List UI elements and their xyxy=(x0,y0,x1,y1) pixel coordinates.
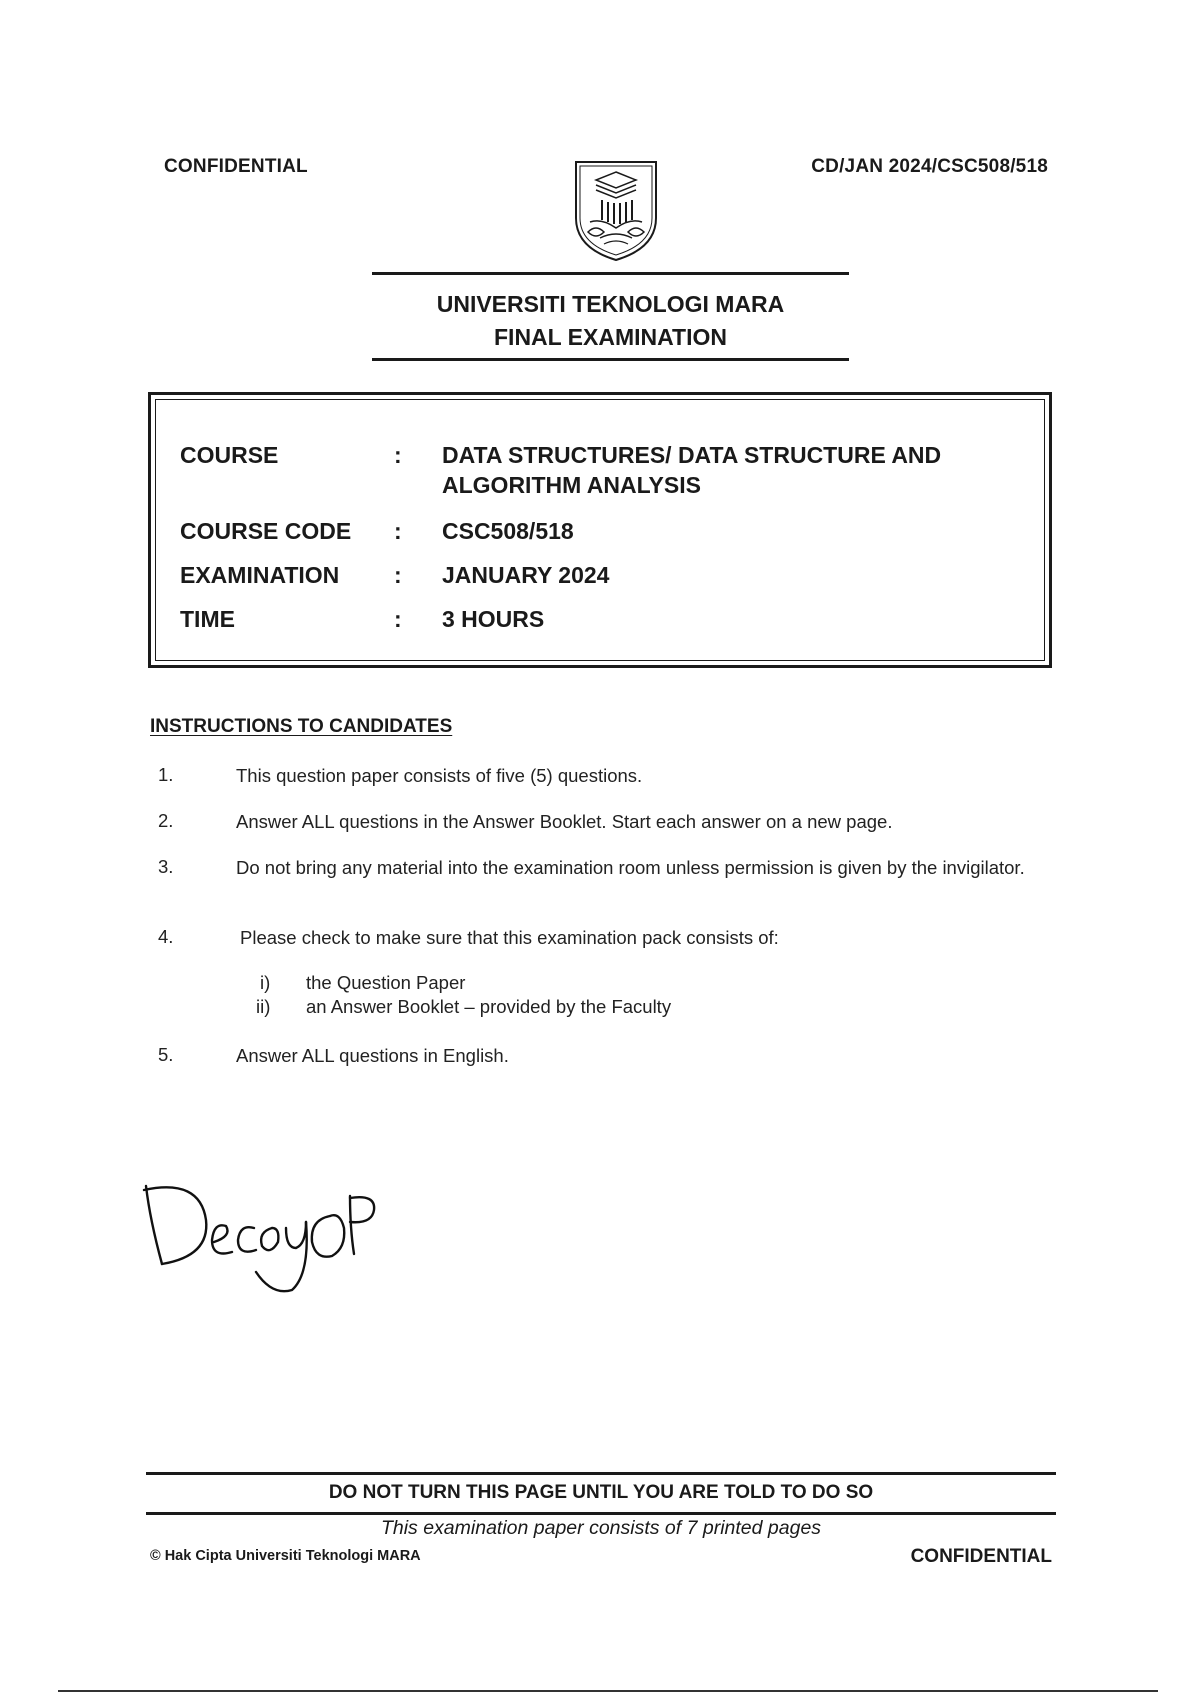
instructions-heading: INSTRUCTIONS TO CANDIDATES xyxy=(150,716,453,737)
pack-content-numeral: ii) xyxy=(256,996,271,1017)
footer-rule-top xyxy=(146,1472,1056,1475)
instruction-text: Please check to make sure that this examination pack consists of: xyxy=(240,927,779,948)
classification-label-top: CONFIDENTIAL xyxy=(164,156,308,177)
do-not-turn-warning: DO NOT TURN THIS PAGE UNTIL YOU ARE TOLD TO DO SO xyxy=(328,1482,874,1503)
paper-code: CD/JAN 2024/CSC508/518 xyxy=(811,156,1048,177)
title-rule-top xyxy=(372,272,849,275)
course-code-colon: : xyxy=(394,518,402,544)
course-value: DATA STRUCTURES/ DATA STRUCTURE AND ALGORITHM ANALYSIS xyxy=(442,442,942,498)
instruction-text: Answer ALL questions in English. xyxy=(236,1045,509,1066)
exam-title xyxy=(372,288,849,354)
handwritten-signature xyxy=(140,1180,380,1300)
university-name: UNIVERSITI TEKNOLOGI MARA xyxy=(436,291,785,317)
instruction-text: This question paper consists of five (5) questions. xyxy=(236,765,643,786)
pack-content-numeral: i) xyxy=(260,972,271,993)
course-code-value: CSC508/518 xyxy=(442,518,574,544)
course-info-inner-border xyxy=(155,399,1045,661)
classification-label-bottom: CONFIDENTIAL xyxy=(910,1546,1052,1567)
time-value: 3 HOURS xyxy=(442,606,545,632)
uitm-crest-icon xyxy=(572,158,660,262)
pack-content-text: the Question Paper xyxy=(306,972,466,993)
copyright-notice: © Hak Cipta Universiti Teknologi MARA xyxy=(150,1548,421,1564)
time-colon: : xyxy=(394,606,402,632)
instruction-number: 1. xyxy=(158,764,174,785)
pack-content-text: an Answer Booklet – provided by the Faculty xyxy=(306,996,672,1017)
exam-type: FINAL EXAMINATION xyxy=(494,324,727,350)
course-label: COURSE xyxy=(180,442,279,468)
footer-rule-bottom xyxy=(146,1512,1056,1515)
time-label: TIME xyxy=(180,606,235,632)
examination-value: JANUARY 2024 xyxy=(442,562,610,588)
page-count-note: This examination paper consists of 7 printed pages xyxy=(380,1517,822,1539)
instruction-number: 5. xyxy=(158,1044,174,1065)
instruction-number: 3. xyxy=(158,856,174,877)
course-code-label: COURSE CODE xyxy=(180,518,352,544)
title-rule-bottom xyxy=(372,358,849,361)
course-colon: : xyxy=(394,442,402,468)
page-bottom-edge xyxy=(58,1690,1158,1692)
examination-label: EXAMINATION xyxy=(180,562,340,588)
instruction-text: Answer ALL questions in the Answer Booklet. Start each answer on a new page. xyxy=(236,811,893,832)
instruction-text: Do not bring any material into the examination room unless permission is given by the invigilator. xyxy=(236,857,1025,878)
instruction-number: 2. xyxy=(158,810,174,831)
instruction-number: 4. xyxy=(158,926,174,947)
course-info-box xyxy=(148,392,1052,668)
examination-colon: : xyxy=(394,562,402,588)
